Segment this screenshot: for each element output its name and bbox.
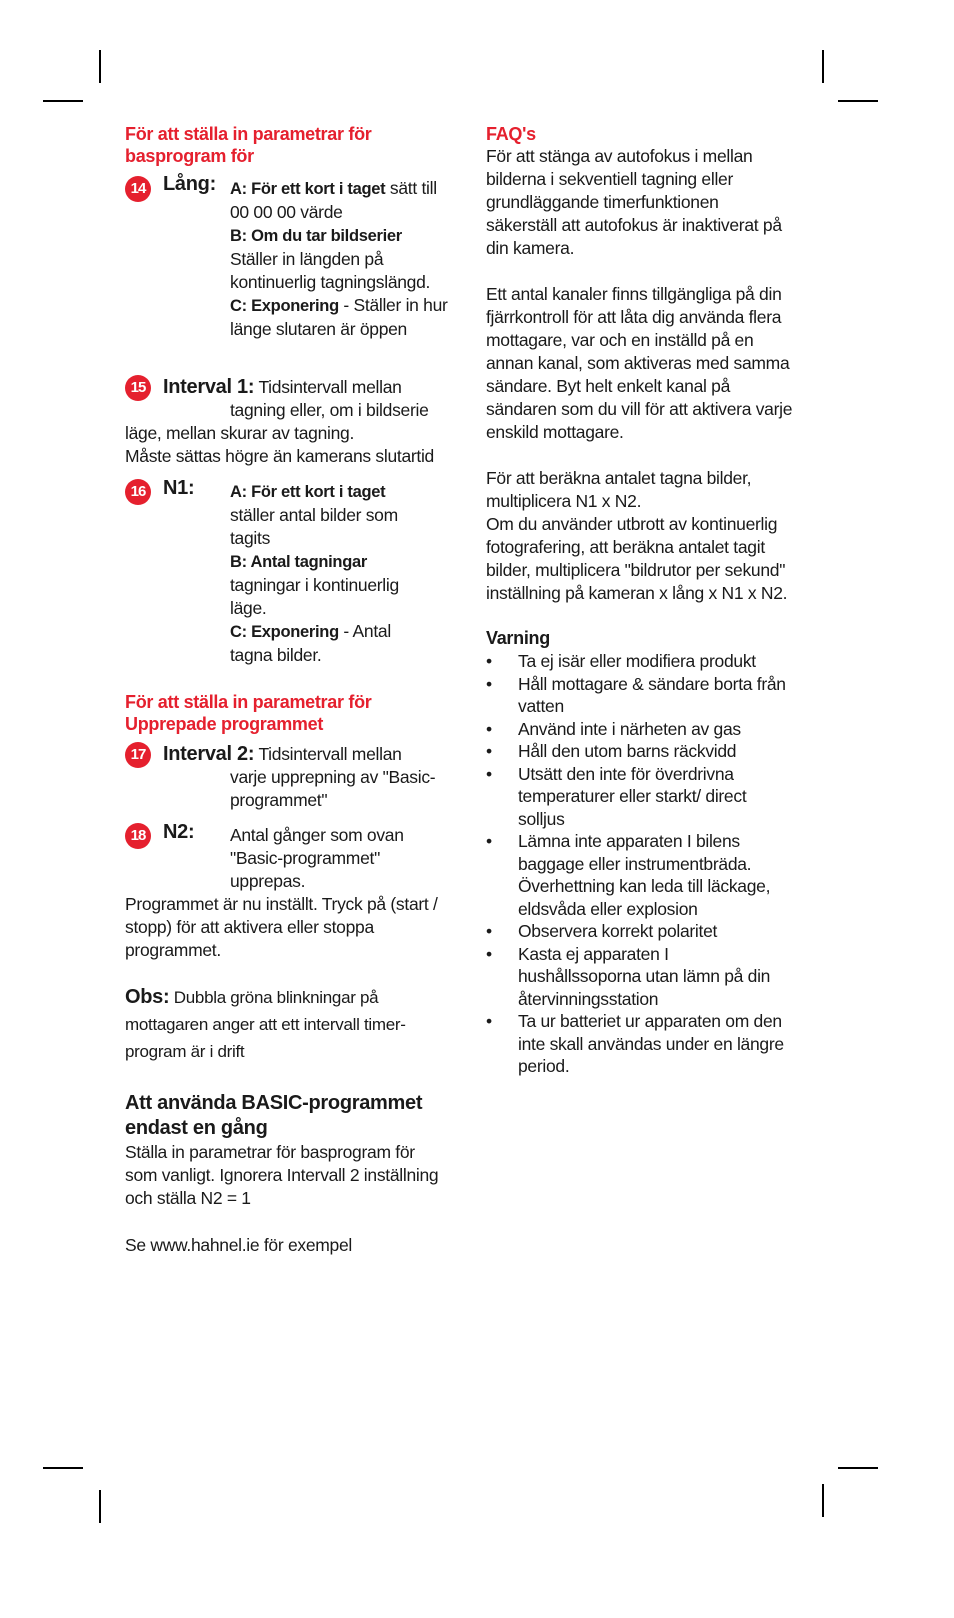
warning-item: • Ta ej isär eller modifiera produkt [486,650,796,673]
faq-autofocus-text: För att stänga av autofokus i mellan bilderna i sekventiell tagning eller grundläggande timerfunktionen säkerställ att autofokus är inaktiverat på din kamera. [486,146,782,258]
interval1-line4: Måste sättas högre än kamerans slutartid [125,446,434,466]
obs-text: Dubbla gröna blinkningar på mottagaren anger att ett intervall timer-program är i drift [125,988,406,1061]
param-key-lang: Lång: [163,173,216,195]
param-key-interval2: Interval 2: [163,743,255,765]
faq-count-text [486,467,801,605]
obs-label: Obs: [125,986,170,1008]
n1-option-c-text: - Antal tagna bilder. [230,621,391,665]
crop-mark-top-right-v [822,50,824,83]
basic-once-text: Ställa in parametrar för basprogram för som vanligt. Ignorera Intervall 2 inställning och ställa N2 = 1 [125,1142,439,1208]
warning-item: • Använd inte i närheten av gas [486,718,796,741]
n2-line1: Antal gånger som ovan [230,825,404,845]
faq-count-text-2: Om du använder utbrott av kontinuerlig fotografering, att beräkna antalet tagit bilder, multiplicera "bildrutor per sekund" inställning på kameran x lång x N1 x N2. [486,514,788,603]
warning-item: • Ta ur batteriet ur apparaten om den inte skall användas under en längre period. [486,1010,796,1078]
warning-item: • Håll mottagare & sändare borta från vatten [486,673,796,718]
section-heading-upprepade [125,691,455,735]
section-heading-upprepade-line1: För att ställa in parametrar för [125,692,372,712]
crop-mark-top-right-h [838,100,878,102]
n2-line3: upprepas. [230,871,306,891]
faq-heading: FAQ's [486,124,536,144]
lang-option-a-label: A: För ett kort i taget [230,180,386,198]
section-heading-upprepade-line2: Upprepade programmet [125,714,324,734]
faq-channels-text: Ett antal kanaler finns tillgängliga på din fjärrkontroll för att låta dig använda flera mottagare, var och en inställd på en annan kanal, som aktiveras med samma sändare. Byt helt enkelt kanal på sändaren som du vill för att aktivera varje enskild mottagare. [486,284,793,442]
number-badge-18: 18 [125,823,151,849]
crop-mark-top-left-v [99,50,101,83]
section-heading-basprogram: För att ställa in parametrar för basprogram för [125,124,372,166]
lang-option-b-label: B: Om du tar bildserier [230,227,402,245]
param-item-interval1 [125,376,455,468]
crop-mark-bottom-left-v [99,1490,101,1523]
right-column [486,123,816,1078]
param-key-n2: N2: [163,821,195,843]
warning-list [486,650,796,1078]
param-item-n1 [125,477,455,667]
interval2-line1: Tidsintervall mellan [258,744,402,764]
interval1-line2: tagning eller, om i bildserie [230,400,429,420]
lang-option-c-text: - Ställer in hur länge slutaren är öppen [230,295,448,339]
n1-option-b-text: tagningar i kontinuerlig läge. [230,575,399,618]
param-item-lang [125,173,455,341]
crop-mark-bottom-left-h [43,1467,83,1469]
number-badge-16: 16 [125,479,151,505]
param-key-interval1: Interval 1: [163,376,255,398]
n1-option-a-label: A: För ett kort i taget [230,483,386,501]
lang-option-c-label: C: Exponering [230,297,339,315]
n1-option-b-label: B: Antal tagningar [230,553,367,571]
website-reference-text: Se www.hahnel.ie för exempel [125,1235,353,1255]
interval1-line1: Tidsintervall mellan [258,377,402,397]
warning-item: • Håll den utom barns räckvidd [486,740,796,763]
param-item-interval2 [125,743,455,812]
warning-item: • Utsätt den inte för överdrivna temperaturer eller starkt/ direct solljus [486,763,796,831]
n1-option-a-text: ställer antal bilder som tagits [230,505,398,548]
warning-heading: Varning [486,628,550,648]
left-column [125,123,455,1257]
interval1-line3: läge, mellan skurar av tagning. [125,423,355,443]
interval2-line2: varje upprepning av "Basic- [230,767,436,787]
warning-item: • Lämna inte apparaten I bilens baggage eller instrumentbräda. Överhettning kan leda till läckage, eldsvåda eller explosion [486,830,796,920]
lang-option-a-text: sätt till 00 00 00 värde [230,178,437,222]
program-ready-text: Programmet är nu inställt. Tryck på (start / stopp) för att aktivera eller stoppa programmet. [125,894,438,960]
crop-mark-top-left-h [43,100,83,102]
n2-line2: "Basic-programmet" [230,848,380,868]
obs-note [125,984,425,1065]
crop-mark-bottom-right-h [838,1467,878,1469]
param-item-n2 [125,821,455,893]
lang-option-b-text: Ställer in längden på kontinuerlig tagningslängd. [230,249,431,292]
crop-mark-bottom-right-v [822,1484,824,1517]
faq-count-text-1: För att beräkna antalet tagna bilder, multiplicera N1 x N2. [486,468,752,511]
interval2-line3: programmet" [230,790,328,810]
warning-item: • Kasta ej apparaten I hushållssoporna utan lämn på din återvinningsstation [486,943,796,1011]
number-badge-15: 15 [125,375,151,401]
warning-item: • Observera korrekt polaritet [486,920,796,943]
number-badge-17: 17 [125,742,151,768]
param-key-n1: N1: [163,477,195,499]
number-badge-14: 14 [125,176,151,202]
basic-once-heading: Att använda BASIC-programmet endast en gång [125,1092,423,1139]
n1-option-c-label: C: Exponering [230,623,339,641]
